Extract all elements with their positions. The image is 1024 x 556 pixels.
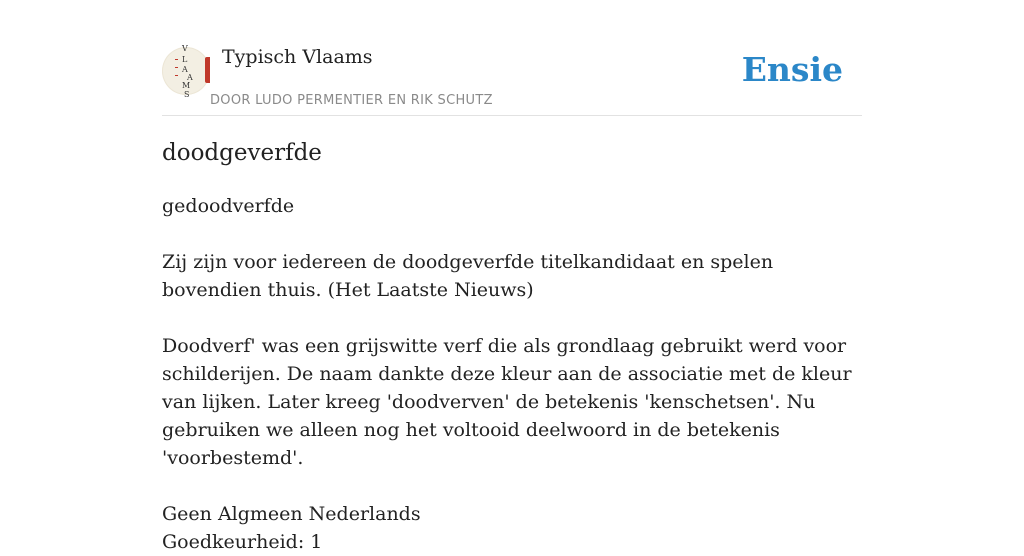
avatar-letter: M bbox=[182, 81, 191, 90]
avatar-letter: A bbox=[182, 65, 188, 74]
avatar-letters bbox=[162, 44, 210, 99]
avatar-mark bbox=[175, 75, 178, 76]
blog-avatar[interactable] bbox=[162, 44, 210, 99]
entry-title: doodgeverfde bbox=[162, 140, 322, 166]
avatar-accent-bar bbox=[205, 57, 210, 83]
entry-variant: gedoodverfde bbox=[162, 195, 295, 217]
entry-card bbox=[162, 0, 862, 553]
brand-logo[interactable]: Ensie bbox=[741, 50, 843, 89]
blog-authors: DOOR LUDO PERMENTIER EN RIK SCHUTZ bbox=[210, 93, 493, 108]
avatar-letter: S bbox=[184, 90, 190, 99]
avatar-letter: L bbox=[182, 55, 188, 64]
entry-explanation: Doodverf' was een grijswitte verf die als grondlaag gebruikt werd voor schilderijen. De naam dankte deze kleur aan de associatie met de kleur van lijken. Later kreeg 'doodverven' de betekenis 'kenschetsen'. Nu gebruiken we alleen nog het voltooid deelwoord in de betekenis 'voorbestemd'. bbox=[162, 335, 852, 469]
avatar-letter: A bbox=[187, 73, 193, 82]
header bbox=[162, 0, 862, 116]
entry-example: Zij zijn voor iedereen de doodgeverfde titelkandidaat en spelen bovendien thuis. (Het Laatste Nieuws) bbox=[162, 251, 774, 301]
entry-body bbox=[162, 192, 862, 556]
avatar-mark bbox=[175, 59, 178, 60]
entry-rating: Goedkeurheid: 1 bbox=[162, 531, 323, 553]
avatar-letter: V bbox=[182, 44, 188, 53]
blog-title[interactable]: Typisch Vlaams bbox=[222, 46, 373, 68]
entry-category: Geen Algmeen Nederlands bbox=[162, 503, 421, 525]
avatar-mark bbox=[175, 67, 178, 68]
